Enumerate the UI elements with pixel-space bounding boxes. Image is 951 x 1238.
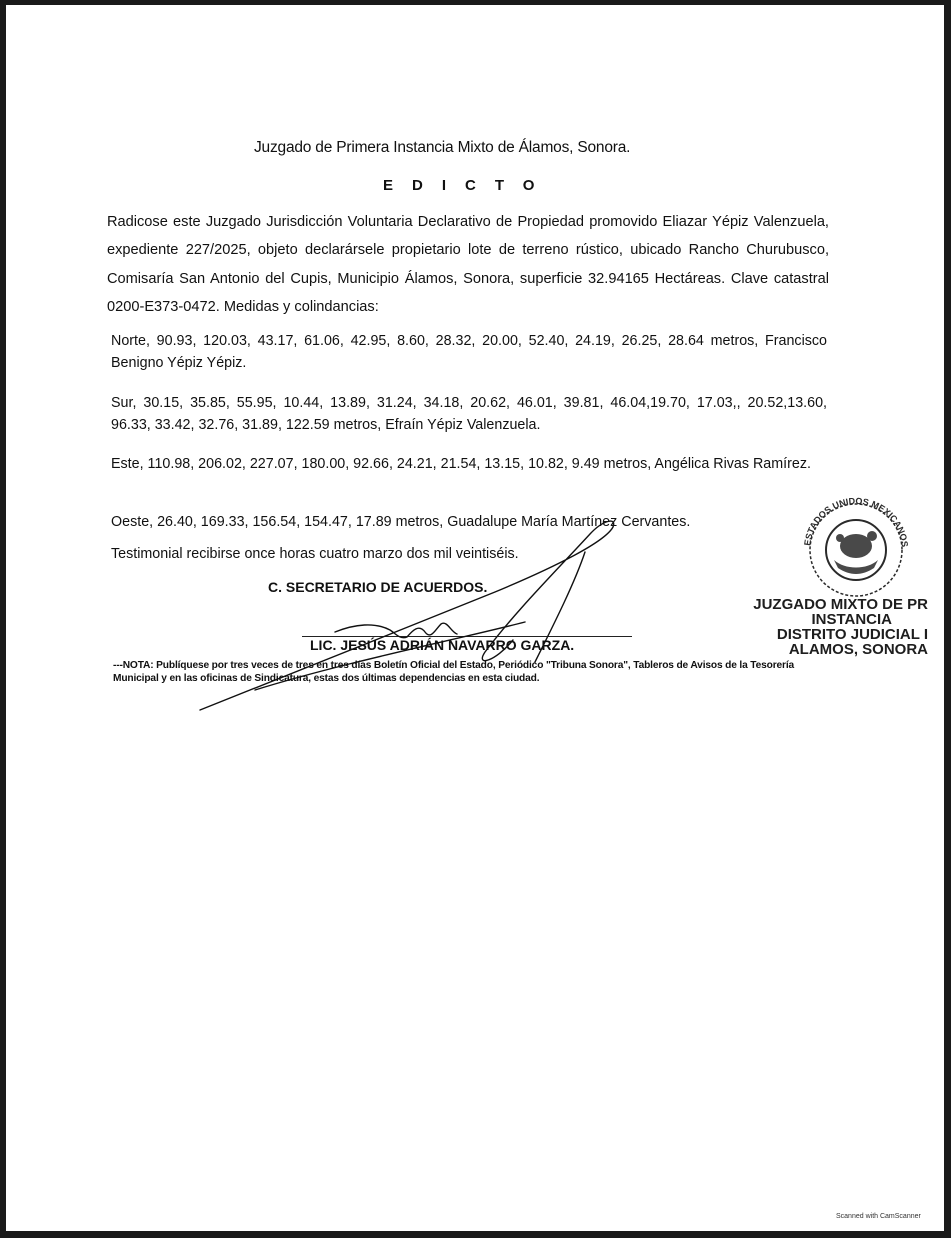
boundary-south: Sur, 30.15, 35.85, 55.95, 10.44, 13.89, 31.24, 34.18, 20.62, 46.01, 39.81, 46.04,19.70, 17.03,, 20.52,13.60, 96.33, 33.42, 32.76, 31.89, 122.59 metros, Efraín Yépiz Valenzuela. (111, 395, 827, 433)
court-header: Juzgado de Primera Instancia Mixto de Álamos, Sonora. (254, 139, 631, 156)
stamp-line: ALAMOS, SONORA (788, 641, 928, 658)
intro-paragraph: Radicose este Juzgado Jurisdicción Voluntaria Declarativo de Propiedad promovido Eliazar Yépiz Valenzuela, expediente 227/2025, objeto declarársele propietario lote de terreno rústico, ubicado Rancho Churubusco, Comisaría San Antonio del Cupis, Municipio Álamos, Sonora, superficie 32.94165 Hectáreas. Clave catastral 0200-E373-0472. Medidas y colindancias: (107, 214, 829, 315)
stamp-line: DISTRITO JUDICIAL I (776, 626, 928, 643)
document-title: EDICTO (383, 177, 554, 194)
handwritten-signature (195, 512, 635, 717)
seal-text: ESTADOS UNIDOS MEXICANOS (802, 495, 910, 548)
signatory-title: C. SECRETARIO DE ACUERDOS. (268, 579, 488, 595)
boundary-west: Oeste, 26.40, 169.33, 156.54, 154.47, 17.89 metros, Guadalupe María Martínez Cervantes. (111, 514, 691, 530)
testimonial-line: Testimonial recibirse once horas cuatro marzo dos mil veintiséis. (111, 546, 519, 562)
boundary-east: Este, 110.98, 206.02, 227.07, 180.00, 92.66, 24.21, 21.54, 13.15, 10.82, 9.49 metros, Angélica Rivas Ramírez. (111, 456, 811, 472)
court-stamp (728, 597, 928, 657)
scanner-watermark: Scanned with CamScanner (836, 1213, 921, 1220)
signatory-name: LIC. JESÚS ADRIÁN NAVARRO GARZA. (310, 637, 575, 653)
stamp-line: INSTANCIA (811, 611, 892, 628)
boundary-north: Norte, 90.93, 120.03, 43.17, 61.06, 42.95, 8.60, 28.32, 20.00, 52.40, 24.19, 26.25, 28.64 metros, Francisco Benigno Yépiz Yépiz. (111, 333, 827, 371)
official-seal (790, 488, 925, 598)
publication-note: ---NOTA: Publíquese por tres veces de tres en tres días Boletín Oficial del Estado, Periódico "Tribuna Sonora", Tableros de Avisos de la Tesorería Municipal y en las oficinas de Sindicatura, estas dos últimas dependencias en esta ciudad. (113, 660, 795, 684)
stamp-line: JUZGADO MIXTO DE PR (753, 596, 928, 613)
